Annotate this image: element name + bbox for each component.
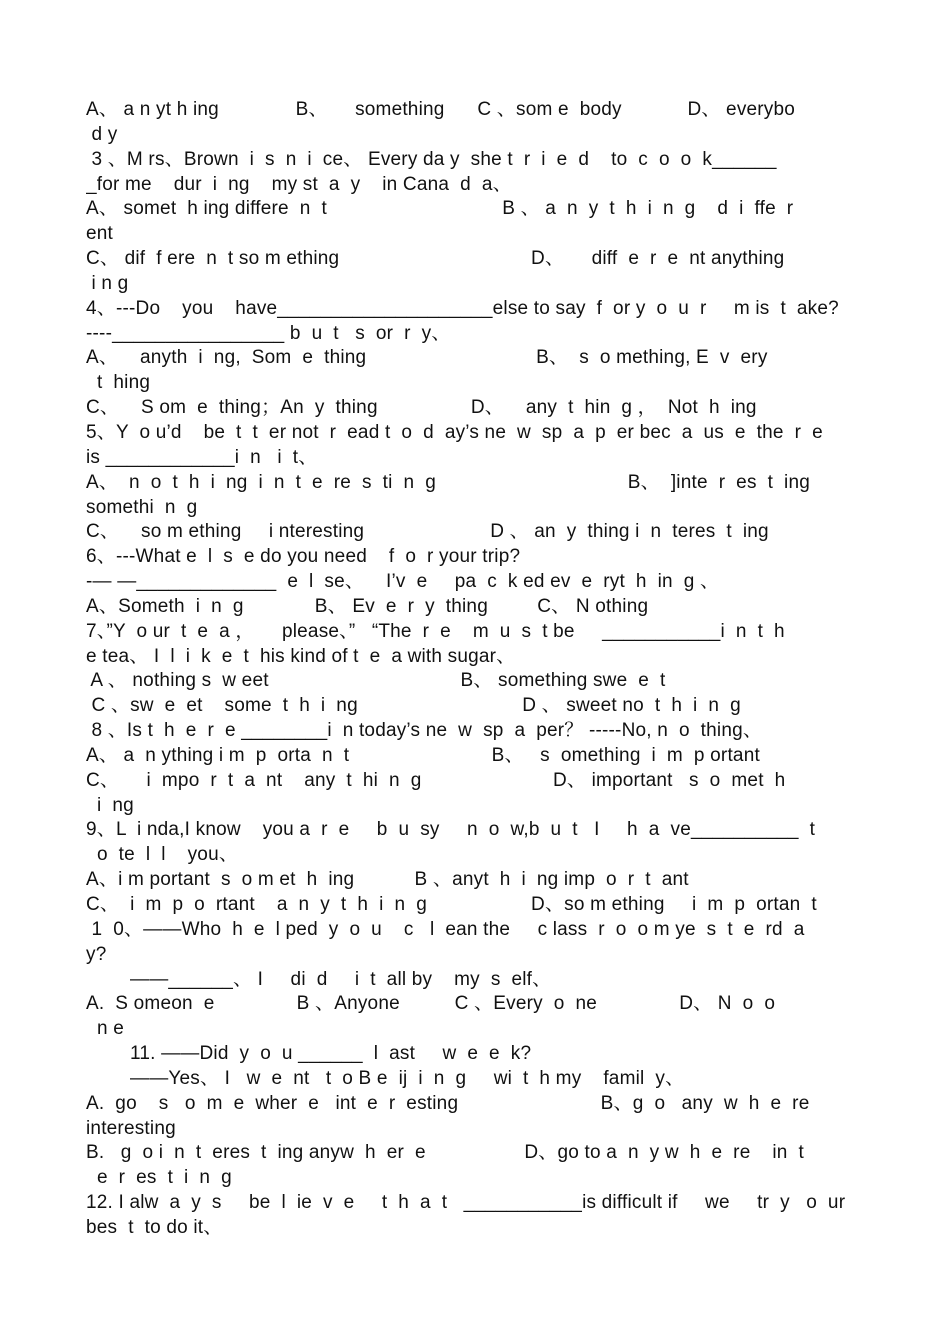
text-line: ——______、 I di d i t all by my s elf、	[130, 968, 552, 990]
text-line: C、 S om e thing；An y thing D、 any t hin g ， Not h ing	[86, 397, 757, 419]
text-line: A、 a n ything i m p orta n t B、 s omething i m p ortant	[86, 744, 760, 766]
text-line: -— —_____________ e l se、 I’v e pa c k ed ev e ryt h in g 、	[86, 571, 720, 593]
text-line: 11. ——Did y o u ______ l ast w e e k?	[130, 1043, 532, 1065]
text-line: ent	[86, 223, 114, 245]
text-line: C 、sw e et some t h i ng D 、 sweet no t h i n g	[86, 695, 741, 717]
text-line: A、 anyth i ng, Som e thing B、 s o mething, E v ery	[86, 347, 768, 369]
text-line: o te l l you、	[86, 844, 239, 866]
text-line: C、 so m ething i nteresting D 、 an y thing i n teres t ing	[86, 521, 769, 543]
text-line: _for me dur i ng my st a y in Cana d a、	[86, 173, 512, 195]
text-line: A 、 nothing s w eet B、 something swe e t	[86, 670, 666, 692]
text-line: C、 i mpo r t a nt any t hi n g D、 important s o met h	[86, 769, 786, 791]
text-line: C、 i m p o rtant a n y t h i n g D、so m ething i m p ortan t	[86, 894, 817, 915]
text-line: 9、L i nda,I know you a r e b u sy n o w,b u t I h a ve__________ t	[86, 819, 816, 841]
text-line: somethi n g	[86, 496, 198, 518]
document-text	[86, 98, 864, 1241]
text-line: is ____________i n i t、	[86, 446, 318, 468]
text-line: interesting	[86, 1117, 176, 1139]
text-line: 8 、Is t h e r e ________i n today’s ne w sp a per？ -----No, n o thing、	[86, 720, 763, 742]
text-line: A、i m portant s o m et h ing B 、anyt h i ng imp o r t ant	[86, 869, 689, 891]
text-line: A. S omeon e B 、Anyone C 、Every o ne D、 N o o	[86, 993, 776, 1015]
text-line: C、 dif f ere n t so m ething D、 diff e r e nt anything	[86, 248, 785, 270]
text-line: A、 a n yt h ing B、 something C 、som e body D、 everybo	[86, 99, 796, 120]
text-line: 4、---Do you have____________________else to say f or y o u r m is t ake?	[86, 297, 839, 319]
text-line: t hing	[86, 372, 151, 394]
text-line: ----________________ b u t s or r y、	[86, 322, 451, 344]
text-line: 7、”Y o ur t e a ， please、” “The r e m u s t be ___________i n t h	[86, 620, 785, 642]
text-line: A、Someth i n g B、 Ev e r y thing C、 N othing	[86, 595, 649, 617]
text-line: e r es t i n g	[86, 1167, 232, 1189]
text-line: ——Yes、 I w e nt t o B e ij i n g wi t h my famil y、	[130, 1067, 685, 1089]
text-line: 6、---What e l s e do you need f o r your trip?	[86, 546, 521, 568]
text-line: 5、Y o u’d be t t er not r ead t o d ay’s ne w sp a p er bec a us e the r e	[86, 421, 823, 443]
text-line: A. go s o m e wher e int e r esting B、g o any w h e re	[86, 1092, 810, 1114]
text-line: 1 0、——Who h e l ped y o u c l ean the c lass r o o m ye s t e rd a	[86, 918, 805, 940]
text-line: bes t to do it、	[86, 1216, 223, 1238]
text-line: n e	[86, 1018, 124, 1040]
text-line: 12. I alw a y s be l ie v e t h a t ___________is difficult if we tr y o ur	[86, 1192, 846, 1214]
text-line: 3 、M rs、Brown i s n i ce、 Every da y she t r i e d to c o o k______	[86, 148, 777, 170]
text-line: e tea、 I l i k e t his kind of t e a with sugar、	[86, 645, 516, 667]
text-line: i ng	[86, 794, 134, 816]
text-line: A、 n o t h i ng i n t e re s ti n g B、 ]inte r es t ing	[86, 471, 810, 493]
text-line: i n g	[86, 272, 129, 294]
text-line: d y	[86, 123, 118, 145]
text-line: A、 somet h ing differe n t B 、 a n y t h i n g d i ffe r	[86, 198, 794, 220]
text-line: y?	[86, 943, 107, 965]
text-line: B. g o i n t eres t ing anyw h er e D、go to a n y w h e re in t	[86, 1142, 805, 1164]
